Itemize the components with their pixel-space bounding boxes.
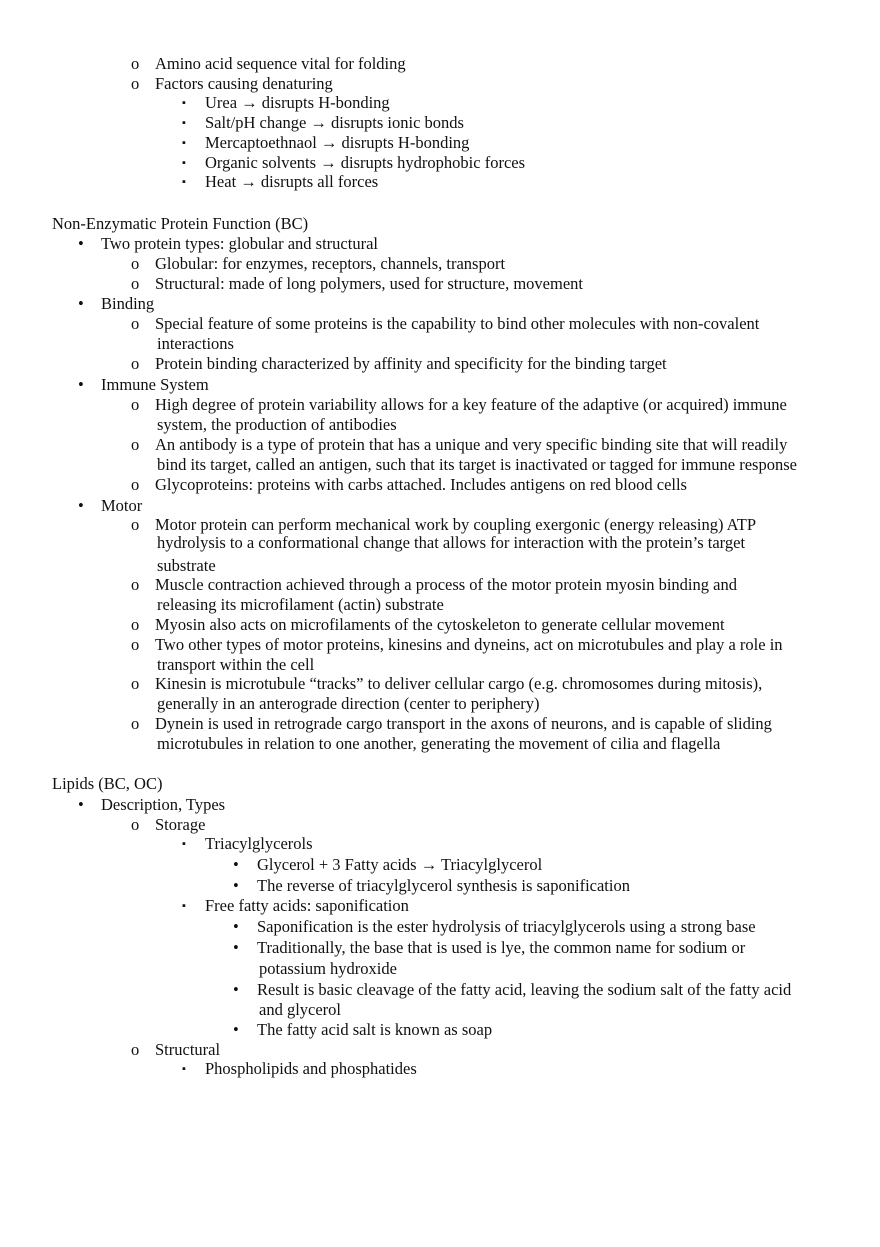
list-item-text: An antibody is a type of protein that has a unique and very specific binding site that will readily bbox=[155, 435, 788, 454]
list-item-text: interactions bbox=[157, 334, 234, 353]
list-item-text: Globular: for enzymes, receptors, channels, transport bbox=[155, 254, 506, 273]
list-item-text: High degree of protein variability allows for a key feature of the adaptive (or acquired) immune bbox=[155, 395, 787, 414]
list-item-text: Amino acid sequence vital for folding bbox=[155, 54, 406, 73]
bullet-icon: • bbox=[233, 1020, 239, 1039]
list-item-text: The reverse of triacylglycerol synthesis is saponification bbox=[257, 876, 630, 895]
list-item-text: Result is basic cleavage of the fatty acid, leaving the sodium salt of the fatty acid bbox=[257, 980, 792, 999]
list-item-text: substrate bbox=[157, 556, 216, 575]
list-item-text: Free fatty acids: saponification bbox=[205, 896, 409, 915]
list-item-text: bind its target, called an antigen, such that its target is inactivated or tagged for immune response bbox=[157, 455, 797, 474]
bullet-icon: • bbox=[78, 795, 84, 814]
list-item-text: Salt/pH change → disrupts ionic bonds bbox=[205, 113, 464, 132]
bullet-icon: • bbox=[78, 234, 84, 253]
list-item-text: Glycerol + 3 Fatty acids → Triacylglycerol bbox=[257, 855, 543, 874]
list-item-text: Triacylglycerols bbox=[205, 834, 313, 853]
circle-bullet-icon: o bbox=[131, 714, 140, 733]
list-item-text: system, the production of antibodies bbox=[157, 415, 397, 434]
list-item-text: and glycerol bbox=[259, 1000, 342, 1019]
list-item-text: microtubules in relation to one another, generating the movement of cilia and flagella bbox=[157, 734, 721, 753]
circle-bullet-icon: o bbox=[131, 54, 140, 73]
list-item-text: Urea → disrupts H-bonding bbox=[205, 93, 390, 112]
list-item-text: Description, Types bbox=[101, 795, 226, 814]
bullet-icon: • bbox=[233, 917, 239, 936]
circle-bullet-icon: o bbox=[131, 674, 140, 693]
bullet-icon: • bbox=[78, 294, 84, 313]
circle-bullet-icon: o bbox=[131, 274, 140, 293]
circle-bullet-icon: o bbox=[131, 815, 140, 834]
square-bullet-icon: ▪ bbox=[182, 97, 186, 109]
list-item-text: potassium hydroxide bbox=[259, 959, 397, 978]
list-item-text: Mercaptoethnaol → disrupts H-bonding bbox=[205, 133, 470, 152]
list-item-text: Heat → disrupts all forces bbox=[205, 172, 379, 191]
list-item-text: Protein binding characterized by affinity and specificity for the binding target bbox=[155, 354, 667, 373]
list-item-text: Kinesin is microtubule “tracks” to deliver cellular cargo (e.g. chromosomes during mitosis), bbox=[155, 674, 763, 693]
circle-bullet-icon: o bbox=[131, 435, 140, 454]
circle-bullet-icon: o bbox=[131, 254, 140, 273]
list-item-text: Two other types of motor proteins, kinesins and dyneins, act on microtubules and play a role in bbox=[155, 635, 783, 654]
list-item-text: Saponification is the ester hydrolysis of triacylglycerols using a strong base bbox=[257, 917, 756, 936]
circle-bullet-icon: o bbox=[131, 515, 140, 534]
bullet-icon: • bbox=[233, 938, 239, 957]
list-item-text: releasing its microfilament (actin) substrate bbox=[157, 595, 444, 614]
list-item-text: Organic solvents → disrupts hydrophobic forces bbox=[205, 153, 526, 172]
section-heading: Lipids (BC, OC) bbox=[52, 774, 163, 793]
list-item-text: Factors causing denaturing bbox=[155, 74, 333, 93]
list-item-text: Two protein types: globular and structural bbox=[101, 234, 378, 253]
circle-bullet-icon: o bbox=[131, 74, 140, 93]
square-bullet-icon: ▪ bbox=[182, 157, 186, 169]
list-item-text: Myosin also acts on microfilaments of the cytoskeleton to generate cellular movement bbox=[155, 615, 725, 634]
square-bullet-icon: ▪ bbox=[182, 838, 186, 850]
list-item-text: Motor bbox=[101, 496, 143, 515]
list-item-text: Structural bbox=[155, 1040, 221, 1059]
circle-bullet-icon: o bbox=[131, 395, 140, 414]
circle-bullet-icon: o bbox=[131, 615, 140, 634]
bullet-icon: • bbox=[78, 375, 84, 394]
bullet-icon: • bbox=[233, 876, 239, 895]
circle-bullet-icon: o bbox=[131, 475, 140, 494]
square-bullet-icon: ▪ bbox=[182, 137, 186, 149]
circle-bullet-icon: o bbox=[131, 1040, 140, 1059]
square-bullet-icon: ▪ bbox=[182, 1063, 186, 1075]
circle-bullet-icon: o bbox=[131, 635, 140, 654]
square-bullet-icon: ▪ bbox=[182, 176, 186, 188]
list-item-text: hydrolysis to a conformational change that allows for interaction with the protein’s target bbox=[157, 533, 746, 552]
bullet-icon: • bbox=[233, 855, 239, 874]
list-item-text: Immune System bbox=[101, 375, 209, 394]
list-item-text: Special feature of some proteins is the capability to bind other molecules with non-covalent bbox=[155, 314, 760, 333]
list-item-text: Traditionally, the base that is used is lye, the common name for sodium or bbox=[257, 938, 746, 957]
list-item-text: transport within the cell bbox=[157, 655, 315, 674]
list-item-text: Dynein is used in retrograde cargo transport in the axons of neurons, and is capable of sliding bbox=[155, 714, 772, 733]
circle-bullet-icon: o bbox=[131, 575, 140, 594]
list-item-text: The fatty acid salt is known as soap bbox=[257, 1020, 493, 1039]
list-item-text: Structural: made of long polymers, used for structure, movement bbox=[155, 274, 583, 293]
list-item-text: Binding bbox=[101, 294, 155, 313]
square-bullet-icon: ▪ bbox=[182, 117, 186, 129]
square-bullet-icon: ▪ bbox=[182, 900, 186, 912]
circle-bullet-icon: o bbox=[131, 354, 140, 373]
circle-bullet-icon: o bbox=[131, 314, 140, 333]
list-item-text: Glycoproteins: proteins with carbs attached. Includes antigens on red blood cells bbox=[155, 475, 687, 494]
bullet-icon: • bbox=[78, 496, 84, 515]
list-item-text: generally in an anterograde direction (center to periphery) bbox=[157, 694, 540, 713]
section-heading: Non-Enzymatic Protein Function (BC) bbox=[52, 214, 309, 233]
list-item-text: Storage bbox=[155, 815, 206, 834]
list-item-text: Muscle contraction achieved through a process of the motor protein myosin binding and bbox=[155, 575, 737, 594]
list-item-text: Phospholipids and phosphatides bbox=[205, 1059, 417, 1078]
list-item-text: Motor protein can perform mechanical work by coupling exergonic (energy releasing) ATP bbox=[155, 515, 756, 534]
bullet-icon: • bbox=[233, 980, 239, 999]
